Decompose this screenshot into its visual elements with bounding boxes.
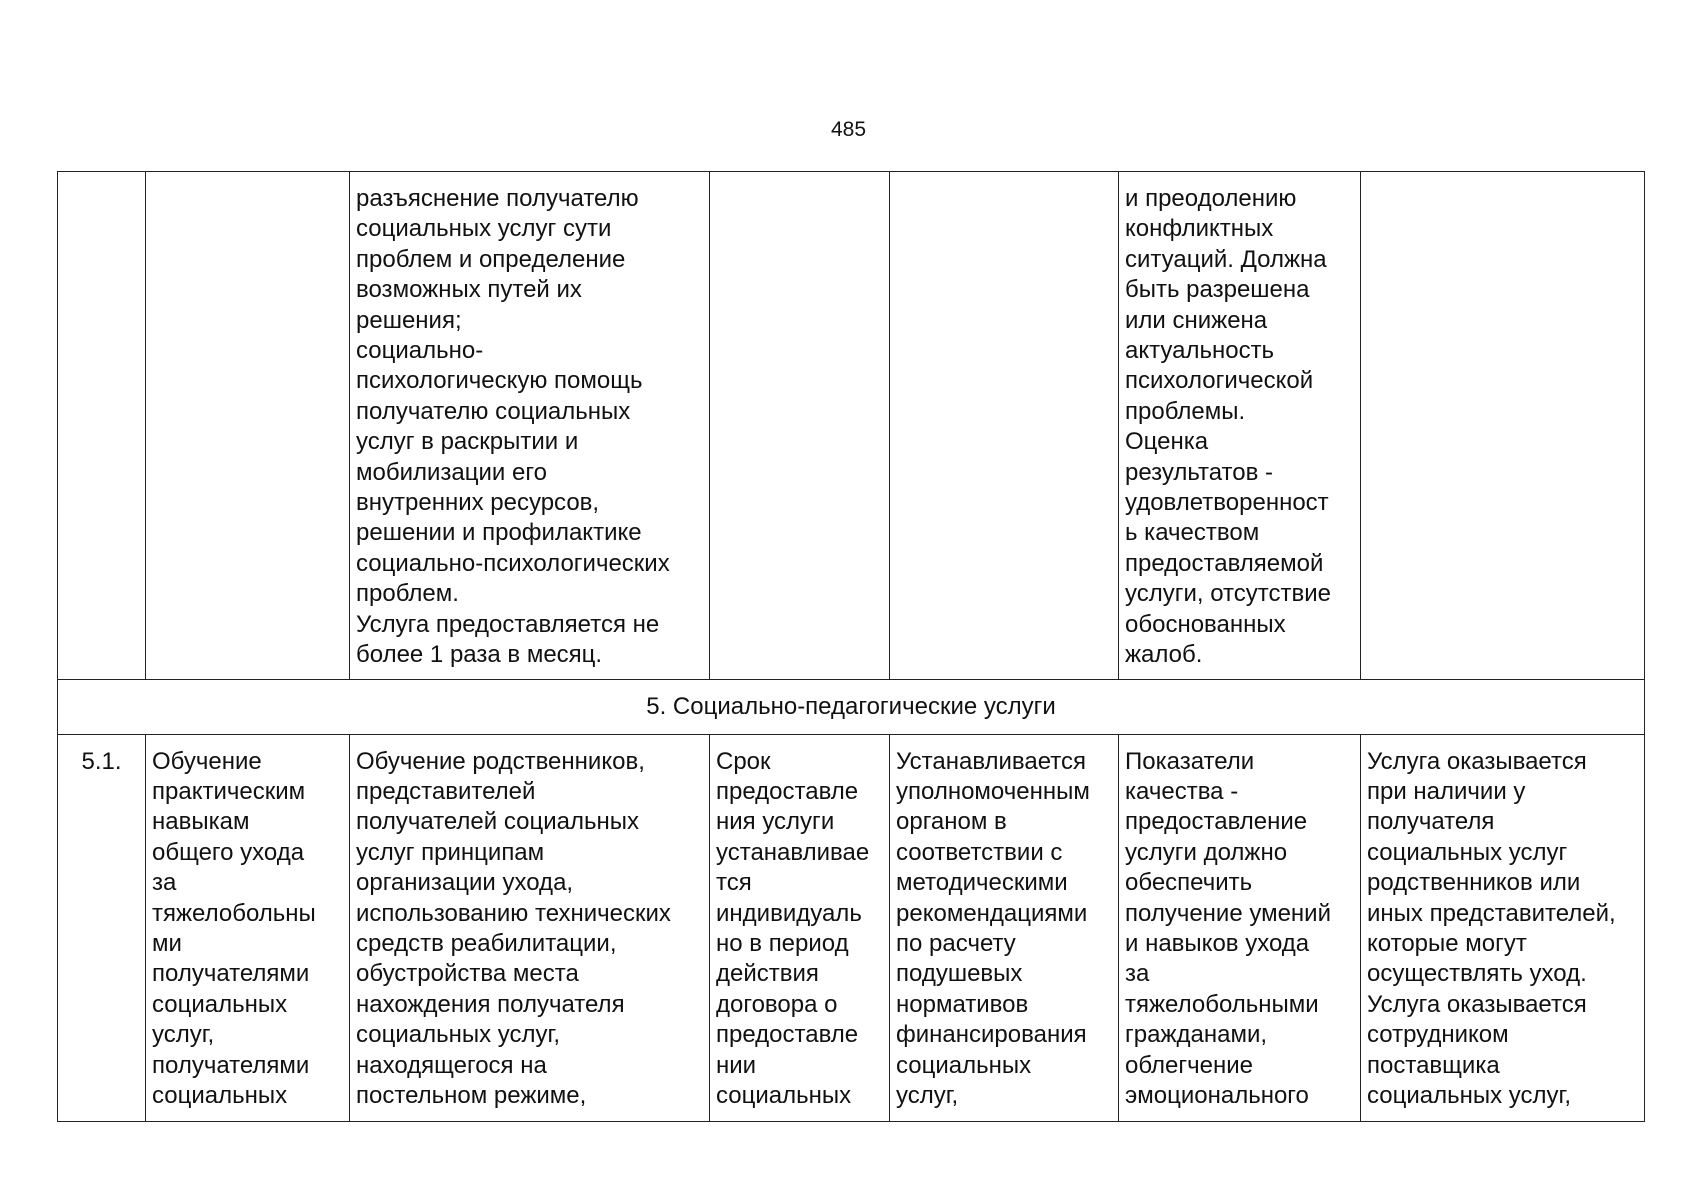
cell-quality-indicators: Показатели качества - предоставление услуги должно обеспечить получение умений и навыков ухода за тяжелобольными гражданами, облегчение эмоционального — [1119, 734, 1361, 1121]
continued-row — [58, 172, 1645, 680]
table-row-5-1 — [58, 734, 1645, 1121]
cell-term — [710, 172, 890, 680]
cell-service-name — [146, 172, 350, 680]
cell-service-name: Обучение практическим навыкам общего ухода за тяжелобольны ми получателями социальных услуг, получателями социальных — [146, 734, 350, 1121]
cell-tariff — [890, 172, 1119, 680]
cell-number: 5.1. — [58, 734, 146, 1121]
page-number: 485 — [830, 118, 867, 141]
services-table — [57, 171, 1645, 1122]
cell-conditions — [1361, 172, 1645, 680]
cell-conditions: Услуга оказывается при наличии у получателя социальных услуг родственников или иных представителей, которые могут осуществлять уход. Услуга оказывается сотрудником поставщика социальных услуг, — [1361, 734, 1645, 1121]
cell-term: Срок предоставле ния услуги устанавливае тся индивидуаль но в период действия договора о предоставле нии социальных — [710, 734, 890, 1121]
cell-number — [58, 172, 146, 680]
cell-service-description: Обучение родственников, представителей получателей социальных услуг принципам организации ухода, использованию технических средств реабилитации, обустройства места нахождения получателя социальных услуг, находящегося на постельном режиме, — [350, 734, 710, 1121]
cell-service-description: разъяснение получателю социальных услуг сути проблем и определение возможных путей их решения; социально- психологическую помощь получателю социальных услуг в раскрытии и мобилизации его внутренних ресурсов, решении и профилактике социально-психологических проблем. Услуга предоставляется не более 1 раза в месяц. — [350, 172, 710, 680]
section-header-row — [58, 679, 1645, 734]
section-header: 5. Социально-педагогические услуги — [58, 679, 1645, 734]
cell-tariff: Устанавливается уполномоченным органом в соответствии с методическими рекомендациями по расчету подушевых нормативов финансирования социальных услуг, — [890, 734, 1119, 1121]
cell-quality-indicators: и преодолению конфликтных ситуаций. Должна быть разрешена или снижена актуальность психологической проблемы. Оценка результатов - удовлетворенност ь качеством предоставляемой услуги, отсутствие обоснованных жалоб. — [1119, 172, 1361, 680]
